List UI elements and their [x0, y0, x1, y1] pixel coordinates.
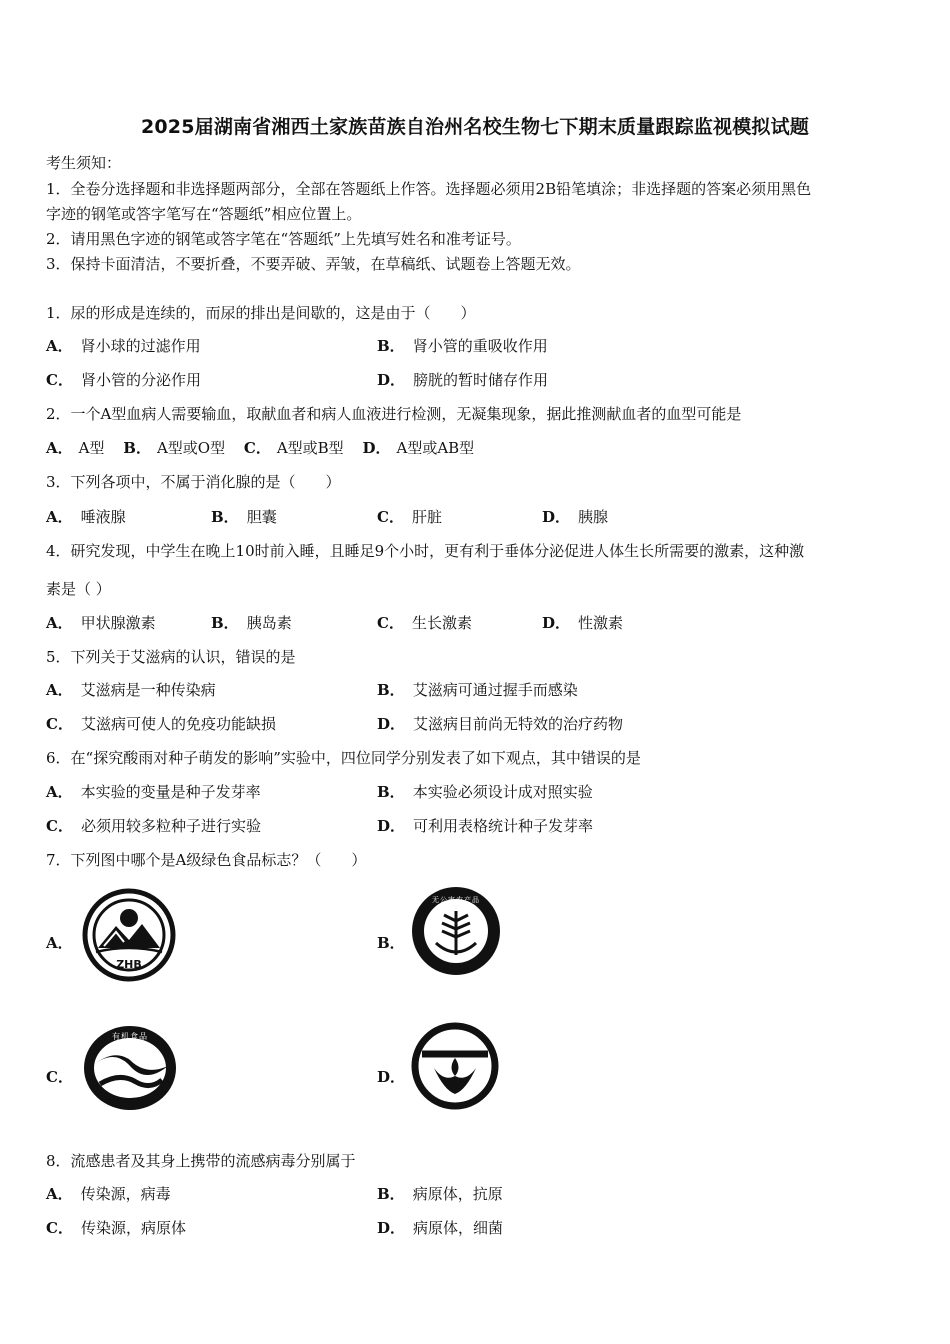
q8-option-d[interactable] [377, 1217, 503, 1238]
option-text: 本实验必须设计成对照实验 [412, 783, 593, 801]
q6-option-a[interactable] [46, 781, 261, 802]
pollution-free-text: 无公害农产品 [432, 896, 480, 904]
option-text: 病原体，抗原 [412, 1185, 503, 1203]
option-letter: D． [542, 508, 571, 526]
option-text: A型或O型 [156, 439, 226, 457]
option-text: 艾滋病可通过握手而感染 [412, 681, 578, 699]
option-letter: D． [377, 1068, 406, 1086]
pollution-free-product-logo-icon[interactable] [410, 885, 502, 977]
question-6-stem: 6．在“探究酸雨对种子萌发的影响”实验中，四位同学分别发表了如下观点，其中错误的是 [46, 749, 641, 767]
option-letter: C． [46, 715, 73, 733]
q4-option-a[interactable] [46, 612, 156, 633]
option-text: 艾滋病可使人的免疫功能缺损 [80, 715, 276, 733]
option-text: 艾滋病目前尚无特效的治疗药物 [413, 715, 624, 733]
option-letter: D． [377, 715, 406, 733]
q1-option-b[interactable] [377, 335, 548, 356]
option-text: A型或AB型 [396, 439, 475, 457]
question-4-stem-cont: 素是（ ） [46, 580, 111, 598]
option-text: 肾小管的分泌作用 [80, 371, 201, 389]
option-letter: B． [377, 337, 405, 355]
option-letter: A． [46, 614, 73, 632]
option-letter: D． [377, 1219, 406, 1237]
option-letter: A． [46, 783, 73, 801]
option-text: A型或B型 [276, 439, 344, 457]
organic-food-logo-icon[interactable] [80, 1022, 180, 1114]
option-letter: B． [377, 1185, 405, 1203]
organic-food-text: 有机食品 [112, 1032, 148, 1041]
notice-item-2: 2．请用黑色字迹的钢笔或答字笔在“答题纸”上先填写姓名和准考证号。 [46, 230, 521, 248]
option-text: 传染源，病原体 [80, 1219, 186, 1237]
option-text: 唾液腺 [80, 508, 126, 526]
option-text: 可利用表格统计种子发芽率 [413, 817, 594, 835]
option-letter: B． [211, 508, 239, 526]
q2-option-c[interactable] [244, 439, 344, 457]
option-letter: B． [377, 681, 405, 699]
q1-option-d[interactable] [377, 369, 548, 390]
option-text: 生长激素 [411, 614, 472, 632]
option-letter: B． [211, 614, 239, 632]
q2-option-a[interactable] [46, 439, 104, 457]
option-letter: B． [377, 934, 405, 952]
q2-option-d[interactable] [362, 439, 474, 457]
option-text: 传染源，病毒 [80, 1185, 171, 1203]
option-text: 本实验的变量是种子发芽率 [80, 783, 261, 801]
q2-options [46, 437, 488, 458]
option-letter: D． [362, 439, 391, 457]
q7-option-a-label[interactable] [46, 932, 81, 953]
q7-option-c-label[interactable] [46, 1066, 81, 1087]
option-text: 肾小球的过滤作用 [80, 337, 201, 355]
option-text: 胰岛素 [246, 614, 292, 632]
q3-option-d[interactable] [542, 506, 608, 527]
q2-option-b[interactable] [123, 439, 225, 457]
q8-option-c[interactable] [46, 1217, 186, 1238]
page-title: 2025届湖南省湘西土家族苗族自治州名校生物七下期末质量跟踪监视模拟试题 [140, 116, 810, 138]
q5-option-d[interactable] [377, 713, 623, 734]
option-text: 膀胱的暂时储存作用 [413, 371, 549, 389]
option-letter: D． [377, 817, 406, 835]
q3-option-b[interactable] [211, 506, 277, 527]
option-letter: C． [46, 371, 73, 389]
q5-option-a[interactable] [46, 679, 216, 700]
option-letter: A． [46, 934, 73, 952]
q4-option-c[interactable] [377, 612, 472, 633]
option-text: 肾小管的重吸收作用 [412, 337, 548, 355]
option-letter: A． [46, 439, 73, 457]
question-3-stem: 3．下列各项中，不属于消化腺的是（ ） [46, 473, 341, 491]
q7-option-b-label[interactable] [377, 932, 413, 953]
q6-option-b[interactable] [377, 781, 593, 802]
q4-option-b[interactable] [211, 612, 292, 633]
option-letter: C． [46, 1068, 73, 1086]
q5-option-c[interactable] [46, 713, 276, 734]
option-letter: C． [377, 614, 404, 632]
option-letter: C． [377, 508, 404, 526]
option-text: 必须用较多粒种子进行实验 [80, 817, 261, 835]
q8-option-a[interactable] [46, 1183, 171, 1204]
q6-option-c[interactable] [46, 815, 261, 836]
question-8-stem: 8．流感患者及其身上携带的流感病毒分别属于 [46, 1152, 356, 1170]
notice-item-3: 3．保持卡面清洁，不要折叠，不要弄破、弄皱，在草稿纸、试题卷上答题无效。 [46, 255, 581, 273]
q8-option-b[interactable] [377, 1183, 503, 1204]
question-1-stem: 1．尿的形成是连续的，而尿的排出是间歇的，这是由于（ ） [46, 304, 476, 322]
option-text: 肝脏 [411, 508, 442, 526]
q5-option-b[interactable] [377, 679, 578, 700]
question-5-stem: 5．下列关于艾滋病的认识，错误的是 [46, 648, 296, 666]
option-letter: A． [46, 1185, 73, 1203]
option-text: 病原体，细菌 [413, 1219, 504, 1237]
question-4-stem: 4．研究发现，中学生在晚上10时前入睡，且睡足9个小时，更有利于垂体分泌促进人体生长所需要的激素，这种激 [46, 542, 805, 560]
question-2-stem: 2．一个A型血病人需要输血，取献血者和病人血液进行检测，无凝集现象，据此推测献血者的血型可能是 [46, 405, 742, 423]
green-food-logo-icon[interactable] [408, 1020, 502, 1112]
option-letter: B． [123, 439, 151, 457]
option-text: 甲状腺激素 [80, 614, 156, 632]
option-letter: A． [46, 508, 73, 526]
option-letter: C． [46, 817, 73, 835]
q4-option-d[interactable] [542, 612, 623, 633]
q1-option-c[interactable] [46, 369, 201, 390]
option-letter: D． [377, 371, 406, 389]
option-text: 艾滋病是一种传染病 [80, 681, 216, 699]
notice-item-1-cont: 字迹的钢笔或答字笔写在“答题纸”相应位置上。 [46, 205, 362, 223]
option-letter: A． [46, 681, 73, 699]
q6-option-d[interactable] [377, 815, 593, 836]
option-text: 性激素 [578, 614, 624, 632]
option-letter: B． [377, 783, 405, 801]
option-text: 胆囊 [246, 508, 277, 526]
q3-option-a[interactable] [46, 506, 126, 527]
question-7-stem: 7．下列图中哪个是A级绿色食品标志？（ ） [46, 851, 367, 869]
option-letter: C． [46, 1219, 73, 1237]
option-text: A型 [78, 439, 105, 457]
notice-item-1: 1．全卷分选择题和非选择题两部分，全部在答题纸上作答。选择题必须用2B铅笔填涂；非选择题的答案必须用黑色 [46, 180, 812, 198]
notice-heading: 考生须知： [46, 154, 122, 172]
option-letter: D． [542, 614, 571, 632]
q3-option-c[interactable] [377, 506, 442, 527]
q1-option-a[interactable] [46, 335, 201, 356]
option-text: 胰腺 [578, 508, 609, 526]
zhb-environmental-logo-icon[interactable] [80, 888, 178, 982]
option-letter: A． [46, 337, 73, 355]
zhb-text: ZHB [116, 958, 142, 971]
option-letter: C． [243, 439, 271, 457]
